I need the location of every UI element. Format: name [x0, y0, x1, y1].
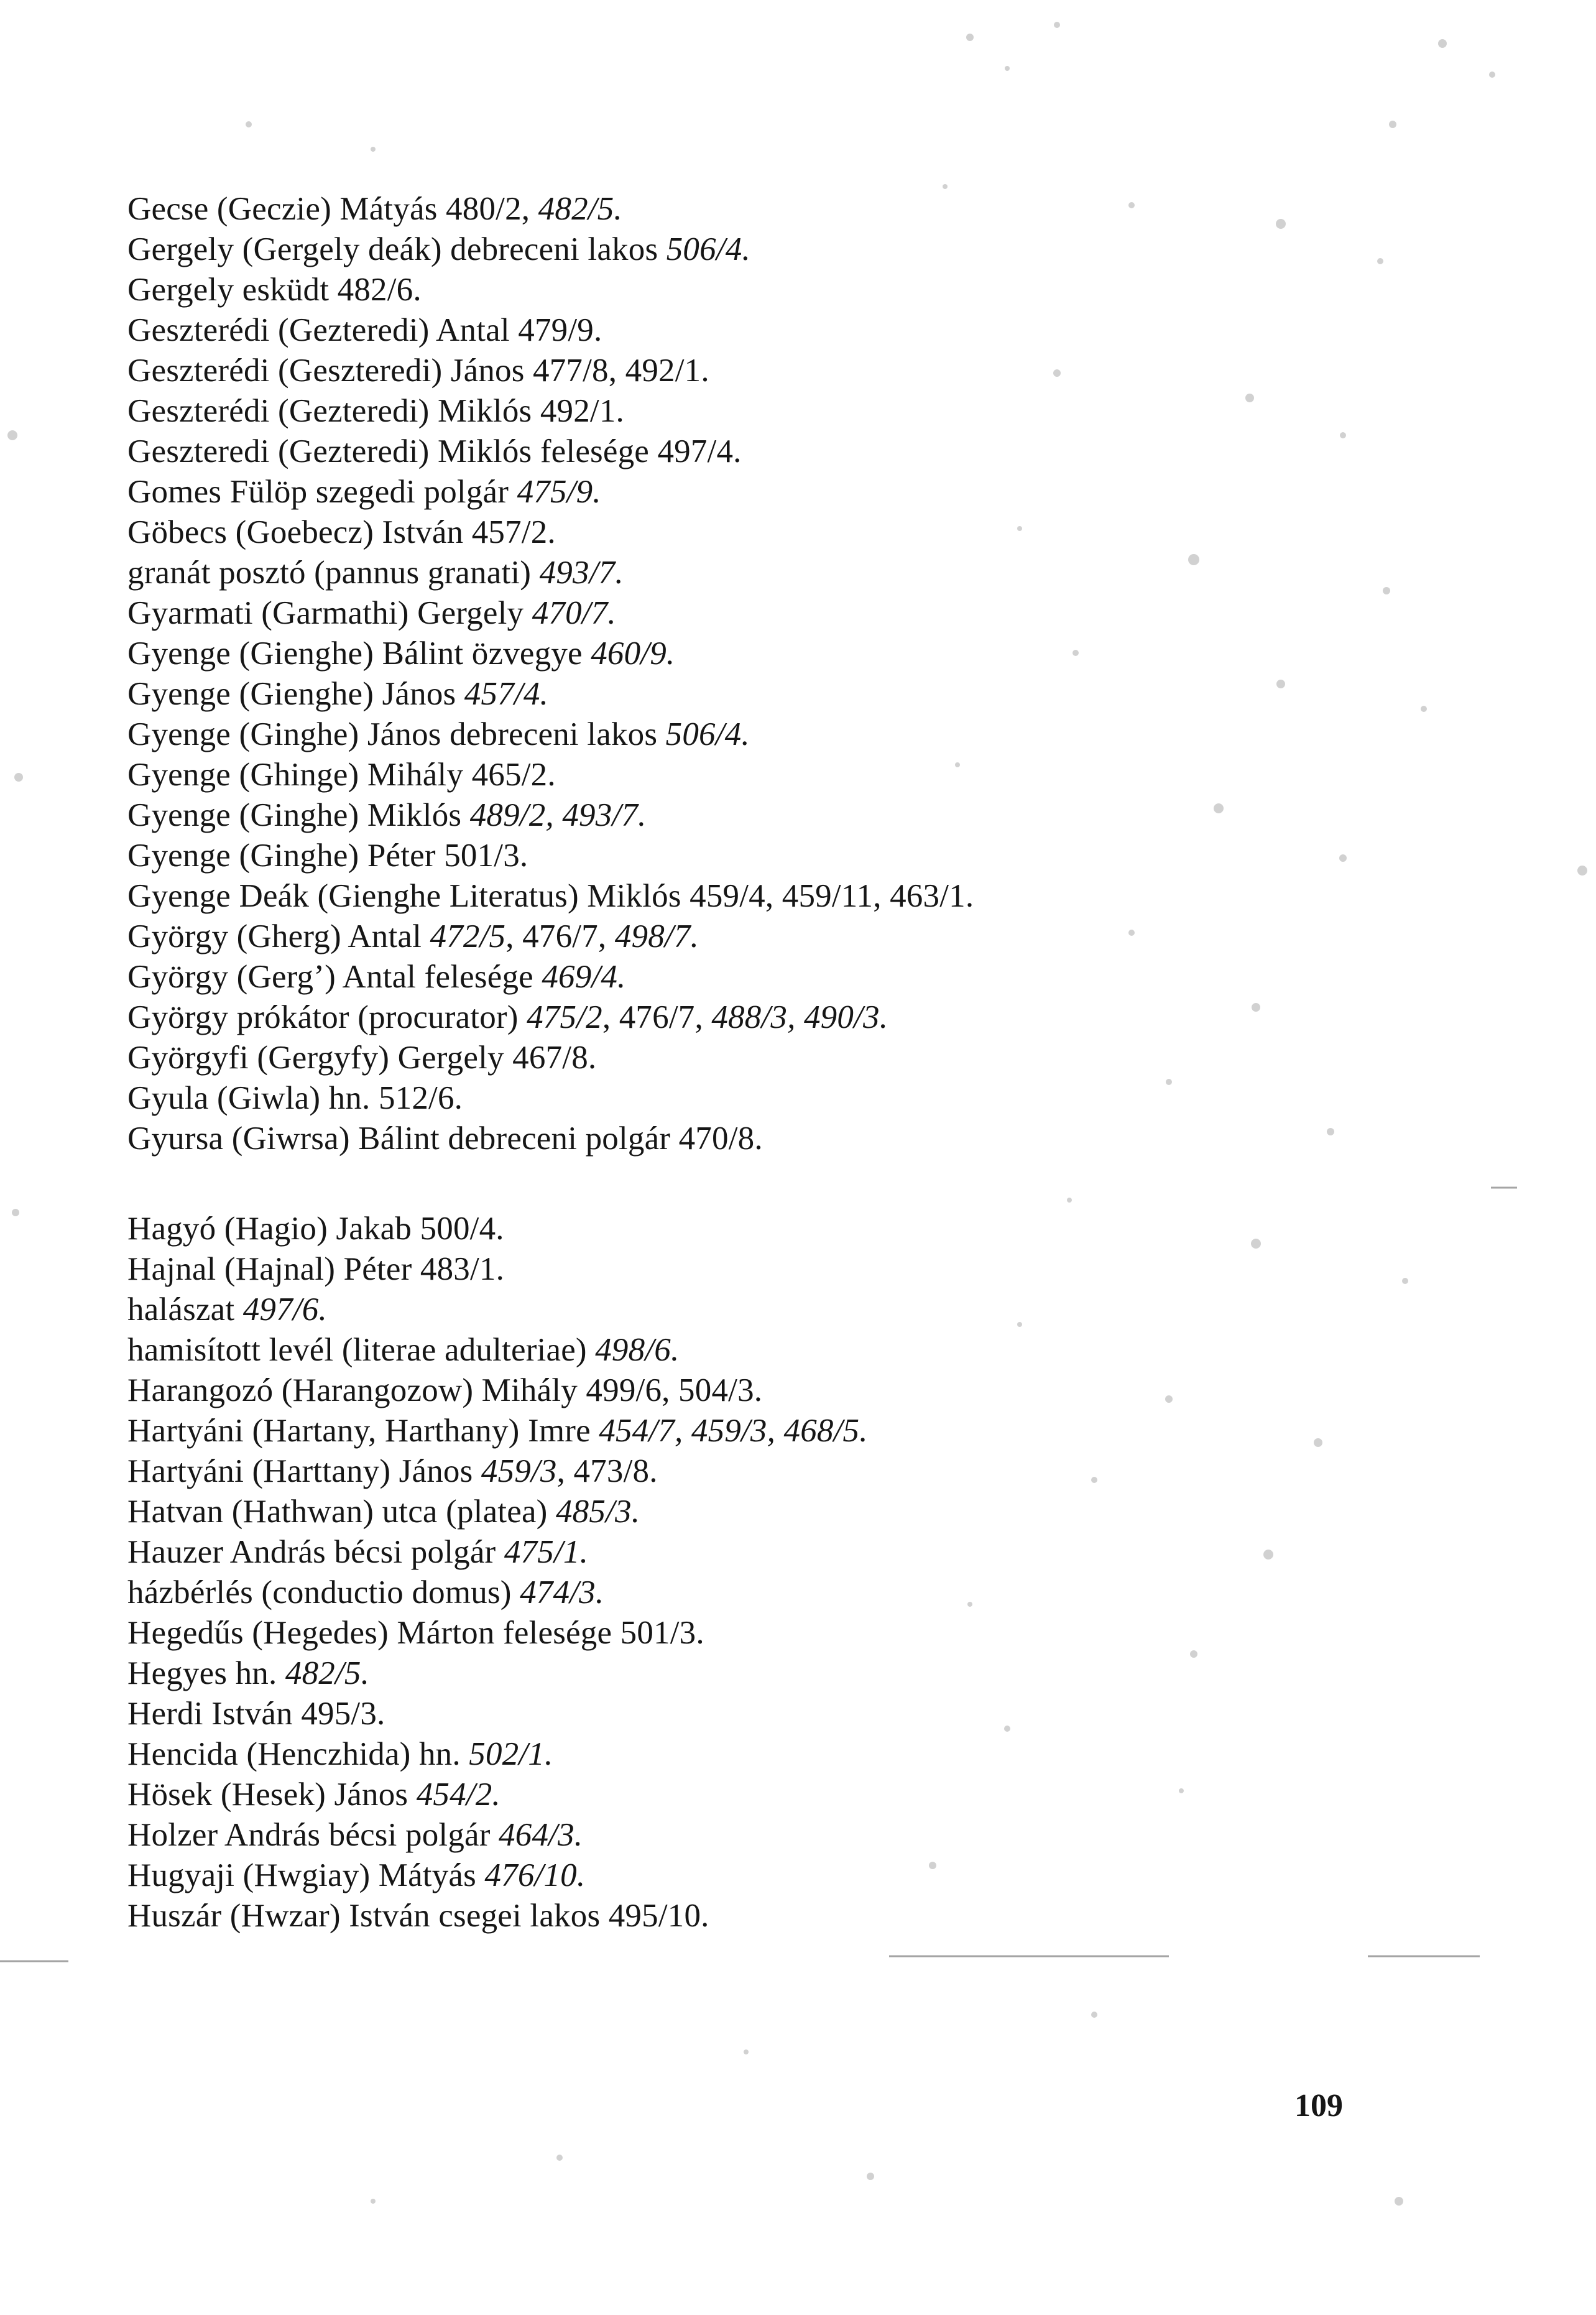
- index-entry: Geszterédi (Gezteredi) Antal 479/9.: [127, 312, 602, 348]
- index-entry: Geszterédi (Geszteredi) János 477/8, 492/1.: [127, 353, 709, 389]
- index-entry: Gyula (Giwla) hn. 512/6.: [127, 1080, 463, 1116]
- index-entry: halászat 497/6.: [127, 1292, 327, 1328]
- index-entry: Harangozó (Harangozow) Mihály 499/6, 504/3.: [127, 1372, 763, 1408]
- index-entry: Gyenge (Gienghe) János 457/4.: [127, 676, 548, 712]
- index-entry: György (Gherg) Antal 472/5, 476/7, 498/7.: [127, 918, 699, 954]
- index-entry: Gomes Fülöp szegedi polgár 475/9.: [127, 474, 601, 510]
- index-entry: György (Gerg’) Antal felesége 469/4.: [127, 959, 626, 995]
- index-entry: Gecse (Geczie) Mátyás 480/2, 482/5.: [127, 191, 622, 227]
- index-entry: Gyarmati (Garmathi) Gergely 470/7.: [127, 595, 616, 631]
- index-entry: Hatvan (Hathwan) utca (platea) 485/3.: [127, 1494, 640, 1530]
- index-entry: Hartyáni (Hartany, Harthany) Imre 454/7, 459/3, 468/5.: [127, 1413, 868, 1449]
- index-entry: Herdi István 495/3.: [127, 1696, 385, 1732]
- index-entry: Gyenge (Ghinge) Mihály 465/2.: [127, 757, 556, 793]
- index-entry: Hajnal (Hajnal) Péter 483/1.: [127, 1251, 505, 1287]
- index-entry: Hegyes hn. 482/5.: [127, 1655, 370, 1691]
- index-entry: Gergely esküdt 482/6.: [127, 272, 422, 308]
- index-entry: Huszár (Hwzar) István csegei lakos 495/10.: [127, 1898, 709, 1934]
- index-entry: Holzer András bécsi polgár 464/3.: [127, 1817, 583, 1853]
- index-entry: Gyenge Deák (Gienghe Literatus) Miklós 459/4, 459/11, 463/1.: [127, 878, 974, 914]
- index-entry: Gyenge (Ginghe) Péter 501/3.: [127, 838, 528, 874]
- index-entry: Gyursa (Giwrsa) Bálint debreceni polgár 470/8.: [127, 1121, 763, 1157]
- index-entry: házbérlés (conductio domus) 474/3.: [127, 1574, 604, 1610]
- index-entry: Gyenge (Gienghe) Bálint özvegye 460/9.: [127, 635, 675, 672]
- page-number: 109: [1294, 2088, 1343, 2123]
- index-entry: Hauzer András bécsi polgár 475/1.: [127, 1534, 589, 1570]
- index-entry: Gergely (Gergely deák) debreceni lakos 506/4.: [127, 231, 750, 267]
- index-entry: Hagyó (Hagio) Jakab 500/4.: [127, 1211, 504, 1247]
- index-entry: Hugyaji (Hwgiay) Mátyás 476/10.: [127, 1857, 586, 1893]
- index-entry: Hösek (Hesek) János 454/2.: [127, 1777, 500, 1813]
- index-entry: György prókátor (procurator) 475/2, 476/7, 488/3, 490/3.: [127, 999, 888, 1035]
- index-entry: Hencida (Henczhida) hn. 502/1.: [127, 1736, 553, 1772]
- index-entry: Geszterédi (Gezteredi) Miklós 492/1.: [127, 393, 624, 429]
- index-entry: Györgyfi (Gergyfy) Gergely 467/8.: [127, 1040, 597, 1076]
- index-entry: Gyenge (Ginghe) János debreceni lakos 506/4.: [127, 716, 750, 752]
- index-entry: Göbecs (Goebecz) István 457/2.: [127, 514, 556, 550]
- index-entry: Gyenge (Ginghe) Miklós 489/2, 493/7.: [127, 797, 647, 833]
- index-entry: hamisított levél (literae adulteriae) 498/6.: [127, 1332, 680, 1368]
- index-entry: Hegedűs (Hegedes) Márton felesége 501/3.: [127, 1615, 704, 1651]
- index-entry: Geszteredi (Gezteredi) Miklós felesége 497/4.: [127, 433, 742, 469]
- index-entry: Hartyáni (Harttany) János 459/3, 473/8.: [127, 1453, 658, 1489]
- index-entry: granát posztó (pannus granati) 493/7.: [127, 555, 624, 591]
